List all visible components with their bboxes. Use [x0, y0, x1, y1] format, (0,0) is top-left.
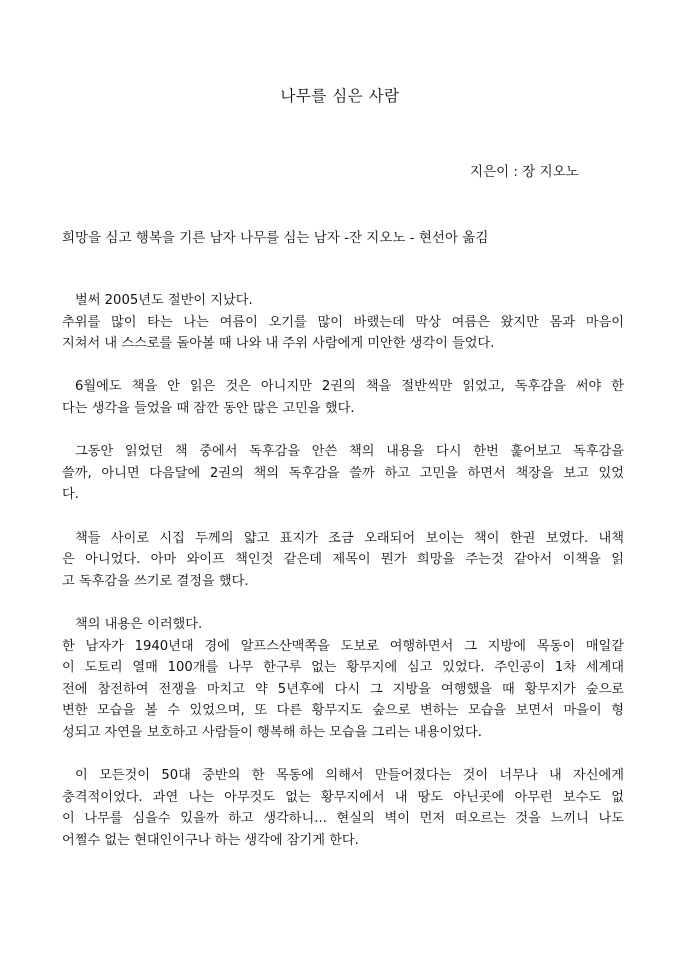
- paragraph-line: 한 남자가 1940년대 경에 알프스산맥쪽을 도보로 여행하면서 그 지방에 목동이 매일같: [62, 638, 624, 654]
- paragraph-line: 이 모든것이 50대 중반의 한 목동에 의해서 만들어졌다는 것이 너무나 내 자신에게: [75, 768, 624, 784]
- paragraph-line: 지쳐서 내 스스로를 돌아볼 때 나와 내 주위 사람에게 미안한 생각이 들었다.: [62, 336, 495, 352]
- paragraph-line: 은 아니었다. 아마 와이프 책인것 같은데 제목이 뭔가 희망을 주는것 같아서 이책을 읽: [62, 552, 624, 568]
- paragraph: [62, 376, 624, 419]
- document-body: [62, 290, 624, 873]
- paragraph-line: 이 도토리 열매 100개를 나무 한구루 없는 황무지에 심고 있었다. 주인공이 1차 세계대: [62, 660, 624, 676]
- paragraph-line: 전에 참전하여 전쟁을 마치고 약 5년후에 다시 그 지방을 여행했을 때 황무지가 숲으로: [62, 681, 624, 697]
- author-line: 지은이 : 장 지오노: [470, 164, 579, 180]
- paragraph-line: 변한 모습을 볼 수 있었으며, 또 다른 황무지도 숲으로 변하는 모습을 보면서 마을이 형: [62, 703, 624, 719]
- paragraph: [62, 765, 624, 851]
- paragraph-line: 이 나무를 심을수 있을까 하고 생각하니... 현실의 벽이 먼저 떠오르는 것을 느끼니 나도: [62, 811, 624, 827]
- paragraph-line: 고 독후감을 쓰기로 결정을 했다.: [62, 573, 249, 589]
- paragraph: [62, 614, 624, 744]
- paragraph-line: 다는 생각을 들었을 때 잠깐 동안 많은 고민을 했다.: [62, 400, 355, 416]
- document-title: 나무를 심은 사람: [280, 87, 400, 105]
- subtitle-line: 희망을 심고 행복을 기른 남자 나무를 심는 남자 -잔 지오노 - 현선아 옮김: [62, 230, 489, 246]
- paragraph-line: 6월에도 책을 안 읽은 것은 아니지만 2권의 책을 절반씩만 읽었고, 독후감을 써야 한: [75, 379, 624, 395]
- paragraph-line: 그동안 읽었던 책 중에서 독후감을 안쓴 책의 내용을 다시 한번 훑어보고 독후감을: [75, 444, 624, 460]
- paragraph-line: 어쩔수 없는 현대인이구나 하는 생각에 잠기게 한다.: [62, 832, 359, 848]
- paragraph-line: 벌써 2005년도 절반이 지났다.: [75, 293, 253, 308]
- paragraph-line: 충격적이었다. 과연 나는 아무것도 없는 황무지에서 내 땅도 아닌곳에 아무런 보수도 없: [62, 789, 624, 805]
- paragraph: [62, 441, 624, 506]
- paragraph-line: 책들 사이로 시집 두께의 얇고 표지가 조금 오래되어 보이는 책이 한권 보였다. 내책: [75, 530, 624, 546]
- paragraph-line: 다.: [62, 487, 79, 503]
- paragraph-line: 추위를 많이 타는 나는 여름이 오기를 많이 바랬는데 막상 여름은 왔지만 몸과 마음이: [62, 314, 624, 330]
- paragraph-line: 쓸까, 아니면 다음달에 2권의 책의 독후감을 쓸까 하고 고민을 하면서 책장을 보고 있었: [62, 465, 624, 481]
- paragraph-line: 성되고 자연을 보호하고 사람들이 행복해 하는 모습을 그리는 내용이었다.: [62, 724, 482, 740]
- paragraph: [62, 290, 624, 355]
- paragraph: [62, 528, 624, 593]
- paragraph-line: 책의 내용은 이러했다.: [75, 616, 203, 632]
